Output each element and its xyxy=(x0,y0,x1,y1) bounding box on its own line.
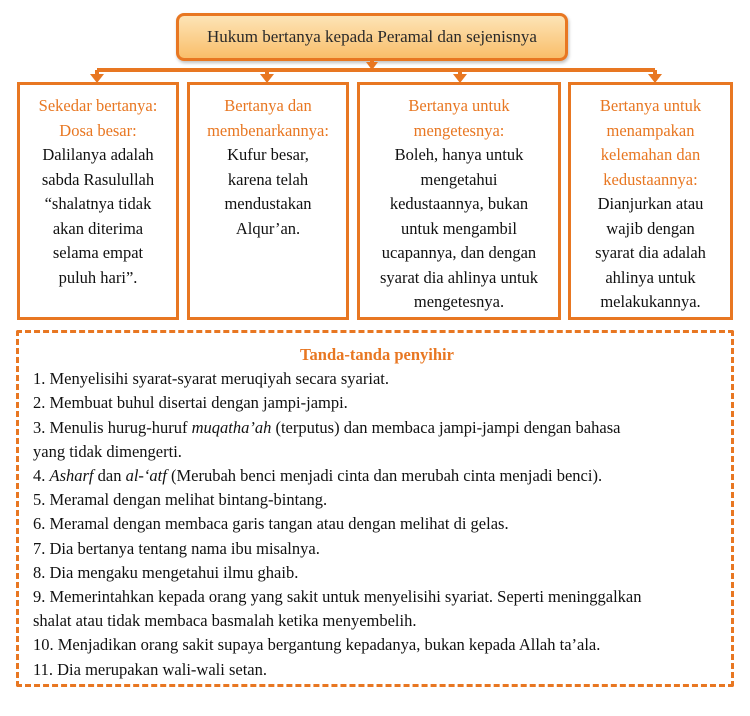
sign-item-3-term: muqatha’ah xyxy=(191,417,272,437)
box-heading xyxy=(26,94,170,143)
sign-item-9 xyxy=(33,585,721,633)
sign-item-5: 5. Meramal dengan melihat bintang-bintang. xyxy=(33,490,328,510)
sign-item-11: 11. Dia merupakan wali-wali setan. xyxy=(33,659,267,679)
box-heading-line: Bertanya dan xyxy=(224,96,312,115)
sign-item-3 xyxy=(33,416,721,464)
sign-item-3-part: 3. Menulis hurug-huruf xyxy=(33,417,192,437)
sign-item-4 xyxy=(33,464,721,488)
box-heading xyxy=(577,94,724,192)
box-heading xyxy=(196,94,340,143)
box-body-line: syarat dia ahlinya untuk xyxy=(379,267,539,287)
sign-item-3-part: yang tidak dimengerti. xyxy=(33,441,182,461)
box-heading-line: Bertanya untuk xyxy=(599,96,702,115)
box-body xyxy=(196,143,340,241)
box-body-line: ahlinya untuk xyxy=(605,267,696,287)
sign-item-9-part: shalat atau tidak membaca basmalah ketika menyembelih. xyxy=(33,611,417,631)
box-body-line: mengetesnya. xyxy=(413,292,505,311)
box-body-line: wajib dengan xyxy=(606,218,695,238)
connector-lines xyxy=(0,0,750,90)
sorcerer-signs-box xyxy=(16,330,734,687)
box-body-line: sabda Rasulullah xyxy=(41,169,155,189)
box-heading-line: mengetesnya: xyxy=(413,120,505,140)
box-body-line: Alqur’an. xyxy=(235,218,301,238)
sign-item-1: 1. Menyelisihi syarat-syarat meruqiyah secara syariat. xyxy=(33,369,389,389)
box-heading-line: menampakan xyxy=(606,120,695,140)
box-heading-line: kedustaannya: xyxy=(603,169,698,189)
ruling-box-1 xyxy=(17,82,179,320)
sign-item-4-part: 4. xyxy=(33,466,50,486)
ruling-box-2 xyxy=(187,82,349,320)
box-body-line: puluh hari”. xyxy=(58,267,138,287)
sign-item-4-part: dan xyxy=(93,466,126,486)
box-heading-line: membenarkannya: xyxy=(207,120,329,140)
box-body-line: karena telah xyxy=(227,169,309,189)
sign-item-9-part: 9. Memerintahkan kepada orang yang sakit untuk menyelisihi syariat. Seperti meninggalkan xyxy=(33,587,642,607)
box-body-line: akan diterima xyxy=(52,218,144,238)
box-body-line: Dianjurkan atau xyxy=(597,194,704,213)
diagram-title: Hukum bertanya kepada Peramal dan sejenisnya xyxy=(207,27,537,46)
box-body-line: kedustaannya, bukan xyxy=(389,194,529,213)
box-body-line: mengetahui xyxy=(420,169,498,189)
box-body-line: mendustakan xyxy=(224,194,312,213)
box-body xyxy=(366,143,552,315)
ruling-box-4 xyxy=(568,82,733,320)
sign-item-2: 2. Membuat buhul disertai dengan jampi-jampi. xyxy=(33,393,348,413)
ruling-box-3 xyxy=(357,82,561,320)
box-body-line: Dalilanya adalah xyxy=(42,145,154,164)
box-heading-line: Sekedar bertanya: xyxy=(38,96,158,115)
sign-item-10: 10. Menjadikan orang sakit supaya bergantung kepadanya, bukan kepada Allah ta’ala. xyxy=(33,635,601,655)
sign-item-7: 7. Dia bertanya tentang nama ibu misalnya. xyxy=(33,538,320,558)
box-body xyxy=(26,143,170,290)
box-heading-line: Bertanya untuk xyxy=(408,96,510,115)
box-body-line: Kufur besar, xyxy=(227,145,309,164)
sign-item-4-part: (Merubah benci menjadi cinta dan merubah cinta menjadi benci). xyxy=(166,466,603,486)
sign-item-4-term: Asharf xyxy=(49,466,94,486)
sign-item-8: 8. Dia mengaku mengetahui ilmu ghaib. xyxy=(33,562,299,582)
box-body-line: syarat dia adalah xyxy=(595,243,706,262)
box-body-line: melakukannya. xyxy=(600,292,701,311)
box-heading-line: Dosa besar: xyxy=(59,120,137,140)
box-body-line: untuk mengambil xyxy=(401,218,517,238)
box-heading xyxy=(366,94,552,143)
signs-title: Tanda-tanda penyihir xyxy=(300,345,454,364)
box-body-line: ucapannya, dan dengan xyxy=(381,243,537,262)
sign-item-6: 6. Meramal dengan membaca garis tangan atau dengan melihat di gelas. xyxy=(33,514,509,534)
box-body-line: “shalatnya tidak xyxy=(44,194,152,213)
sign-item-4-term: al-‘atf xyxy=(125,466,167,486)
box-body-line: selama empat xyxy=(52,243,144,262)
box-body-line: Boleh, hanya untuk xyxy=(394,145,524,164)
sign-item-3-part: (terputus) dan membaca jampi-jampi dengan bahasa xyxy=(271,417,621,437)
box-heading-line: kelemahan dan xyxy=(600,145,701,164)
box-body xyxy=(577,192,724,315)
